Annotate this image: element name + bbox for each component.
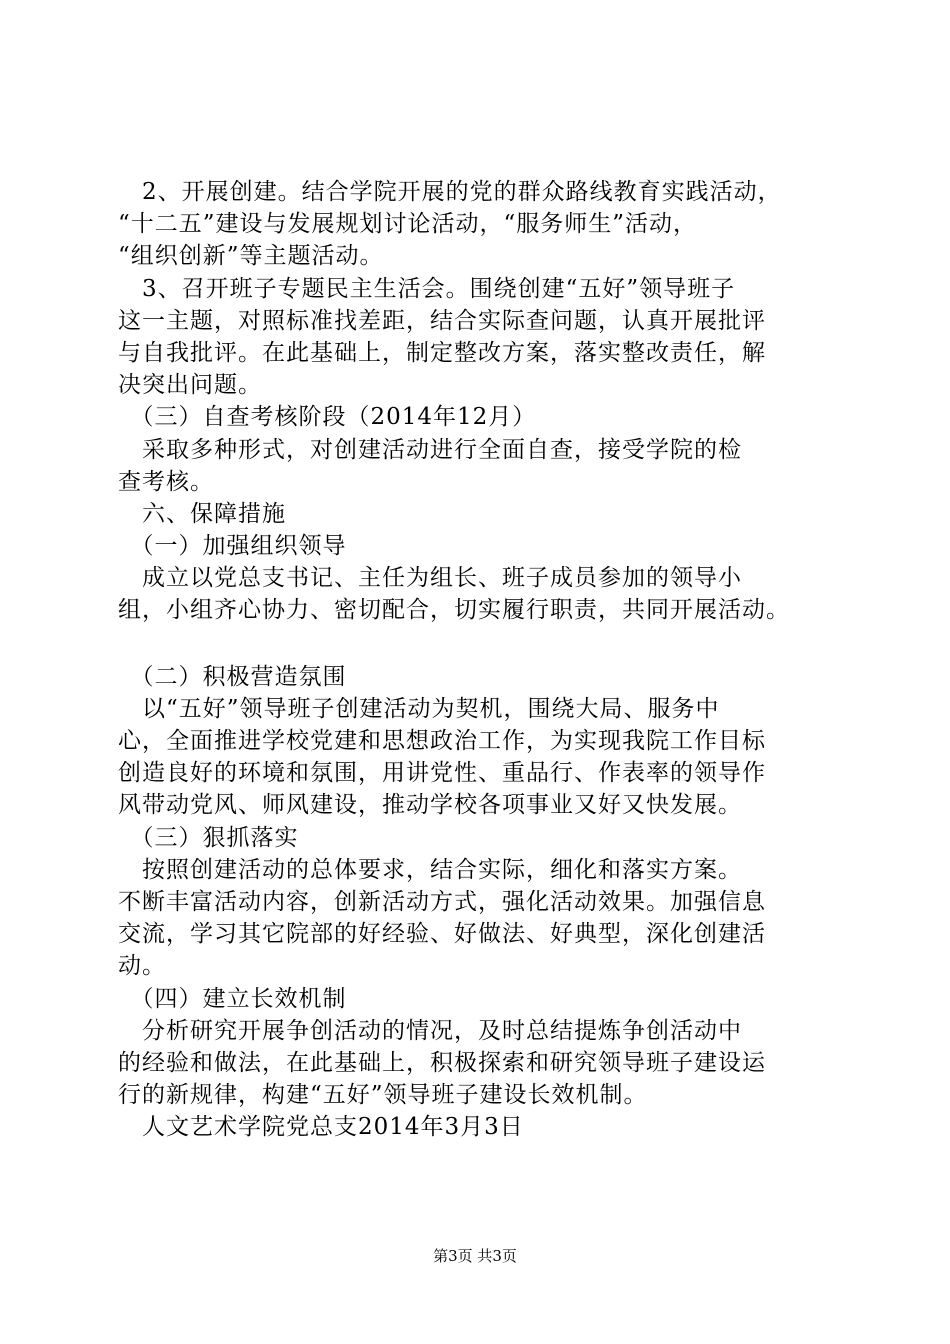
text-line: 3、召开班子专题民主生活会。围绕创建“五好”领导班子 <box>118 275 736 302</box>
text-line: 分析研究开展争创活动的情况，及时总结提炼争创活动中 <box>118 1017 742 1044</box>
page-footer: 第3页 共3页 <box>433 1247 517 1265</box>
paragraph-gap <box>118 627 848 661</box>
text-line: 不断丰富活动内容，创新活动方式，强化活动效果。加强信息 <box>118 888 766 915</box>
text-line: 以“五好”领导班子创建活动为契机，围绕大局、服务中 <box>118 695 720 722</box>
section-heading: （三）自查考核阶段（2014年12月） <box>118 404 537 431</box>
text-line: “组织创新”等主题活动。 <box>118 243 384 270</box>
text-line: 采取多种形式，对创建活动进行全面自查，接受学院的检 <box>118 436 742 463</box>
text-line: 心，全面推进学校党建和思想政治工作，为实现我院工作目标 <box>118 728 766 754</box>
document-body <box>118 176 848 1143</box>
subsection-heading: （三）狠抓落实 <box>118 824 299 851</box>
text-line: “十二五”建设与发展规划讨论活动，“服务师生”活动， <box>118 211 698 238</box>
text-line: 决突出问题。 <box>118 372 262 399</box>
text-line: 按照创建活动的总体要求，结合实际，细化和落实方案。 <box>118 856 742 883</box>
section-heading: 六、保障措施 <box>118 500 286 527</box>
subsection-heading: （四）建立长效机制 <box>118 985 347 1012</box>
signature-line: 人文艺术学院党总支2014年3月3日 <box>118 1114 524 1141</box>
subsection-heading: （二）积极营造氛围 <box>118 663 347 690</box>
text-line: 成立以党总支书记、主任为组长、班子成员参加的领导小 <box>118 565 742 592</box>
text-line: 风带动党风、师风建设，推动学校各项事业又好又快发展。 <box>118 792 742 819</box>
text-line: 创造良好的环境和氛围，用讲党性、重品行、作表率的领导作 <box>118 760 766 787</box>
text-line: 动。 <box>118 953 166 980</box>
text-line: 交流，学习其它院部的好经验、好做法、好典型，深化创建活 <box>118 921 766 948</box>
text-line: 行的新规律，构建“五好”领导班子建设长效机制。 <box>118 1082 648 1109</box>
text-line: 2、开展创建。结合学院开展的党的群众路线教育实践活动， <box>118 179 782 205</box>
text-line: 查考核。 <box>118 468 214 495</box>
text-line: 组，小组齐心协力、密切配合，切实履行职责，共同开展活动。 <box>118 597 790 624</box>
text-line: 与自我批评。在此基础上，制定整改方案，落实整改责任，解 <box>118 339 766 366</box>
text-line: 的经验和做法，在此基础上，积极探索和研究领导班子建设运 <box>118 1049 766 1076</box>
subsection-heading: （一）加强组织领导 <box>118 533 347 560</box>
text-line: 这一主题，对照标准找差距，结合实际查问题，认真开展批评 <box>118 307 766 334</box>
